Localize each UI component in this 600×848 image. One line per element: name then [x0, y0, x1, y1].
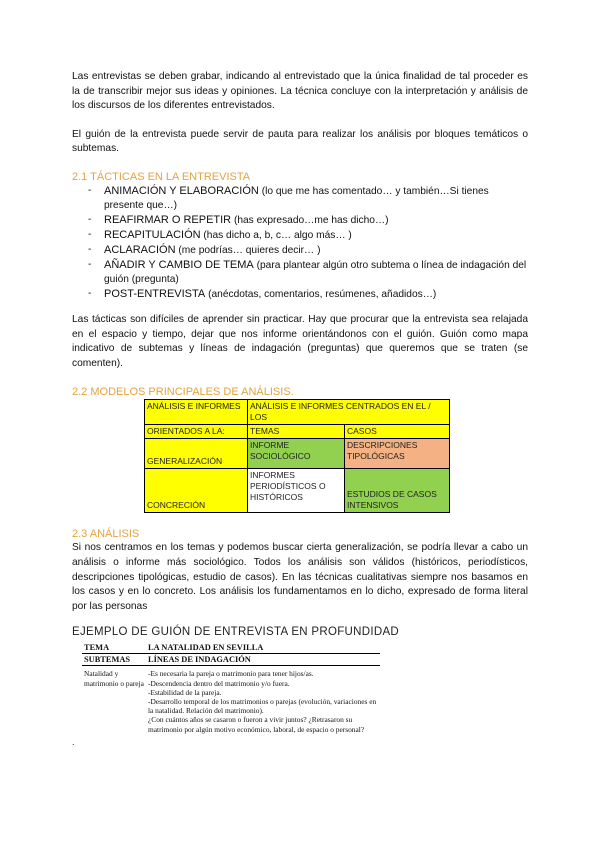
section-title-models: 2.2 MODELOS PRINCIPALES DE ANÁLISIS. [72, 386, 294, 399]
tactic-desc: (has dicho a, b, c… algo más… ) [200, 229, 352, 241]
table-cell: ESTUDIOS DE CASOS INTENSIVOS [345, 469, 450, 513]
list-item: -Estabilidad de la pareja. [148, 687, 222, 697]
table-cell: DESCRIPCIONES TIPOLÓGICAS [345, 439, 450, 469]
trailing-mark: . [72, 736, 75, 747]
list-item [90, 243, 528, 258]
table-cell: TEMA [82, 642, 146, 654]
tactic-desc: (has expresado…me has dicho…) [231, 214, 389, 226]
list-item: -Es necesaria la pareja o matrimonio para tener hijos/as. [148, 669, 314, 679]
tactics-list [72, 184, 528, 302]
analysis-models-table [144, 399, 450, 513]
interview-guide-table [82, 642, 380, 734]
tactic-desc: (me podrías… quieres decir… ) [175, 244, 321, 256]
section-title-tactics: 2.1 TÁCTICAS EN LA ENTREVISTA [72, 170, 251, 183]
tactic-name: ACLARACIÓN [104, 243, 176, 256]
list-item [90, 184, 528, 213]
table-cell: ORIENTADOS A LA: [145, 425, 248, 439]
table-cell [146, 666, 380, 735]
tactic-name: REAFIRMAR O REPETIR [104, 213, 232, 226]
list-item [90, 258, 528, 287]
table-cell: LA NATALIDAD EN SEVILLA [146, 642, 380, 654]
tactic-name: RECAPITULACIÓN [104, 228, 201, 241]
table-cell: Natalidad y matrimonio o pareja [84, 669, 144, 688]
table-cell: CONCRECIÓN [145, 469, 248, 513]
list-item: -Descendencia dentro del matrimonio y/o fuera. [148, 678, 290, 688]
tactic-name: POST-ENTREVISTA [104, 287, 206, 300]
table-cell: INFORMES PERIODÍSTICOS O HISTÓRICOS [248, 469, 345, 513]
section-title-analysis: 2.3 ANÁLISIS [72, 528, 140, 541]
table-cell: CASOS [345, 425, 450, 439]
document-page [72, 70, 528, 747]
table-cell: INFORME SOCIOLÓGICO [248, 439, 345, 469]
list-item: -Desarrollo temporal de los matrimonios o parejas (evolución, variaciones en la natalidad. Relación del matrimonio). [148, 696, 377, 716]
paragraph-tactics-practice: Las tácticas son difíciles de aprender sin practicar. Hay que procurar que la entrevista sea relajada en el espacio y tiempo, dejar que nos informe orientándonos con el guión. Guión como mapa indicativo de subtemas y líneas de indagación (preguntas) que queremos que se traten (se comenten). [72, 313, 528, 369]
paragraph-recording: Las entrevistas se deben grabar, indicando al entrevistado que la única finalidad de tal proceder es la de transcribir mejor sus ideas y opiniones. La técnica concluye con la interpretación y análisis de los discursos de los diferentes entrevistados. [72, 71, 528, 112]
table-cell: SUBTEMAS [82, 654, 146, 666]
table-cell: TEMAS [248, 425, 345, 439]
tactic-desc: (para plantear algún otro subtema o línea de indagación del guión (pregunta) [104, 259, 527, 285]
table-cell: ANÁLISIS E INFORMES CENTRADOS EN EL / LOS [248, 400, 450, 425]
example-title: EJEMPLO DE GUIÓN DE ENTREVISTA EN PROFUNDIDAD [72, 626, 400, 639]
table-cell: GENERALIZACIÓN [145, 439, 248, 469]
list-item [90, 228, 528, 243]
tactic-desc: (lo que me has comentado… y también…Si tienes presente que…) [104, 185, 489, 211]
paragraph-guide: El guión de la entrevista puede servir de pauta para realizar los análisis por bloques temáticos o subtemas. [72, 128, 528, 155]
list-item [90, 287, 528, 302]
table-cell: ANÁLISIS E INFORMES [145, 400, 248, 425]
tactic-name: AÑADIR Y CAMBIO DE TEMA [104, 258, 254, 271]
tactic-desc: (anécdotas, comentarios, resúmenes, añadidos…) [205, 288, 437, 300]
list-item: ¿Con cuántos años se casaron o fueron a vivir juntos? ¿Retrasaron su matrimonio por algún motivo económico, laboral, de espacio o personal? [148, 715, 365, 734]
table-cell: LÍNEAS DE INDAGACIÓN [146, 654, 380, 666]
list-item [90, 213, 528, 228]
tactic-name: ANIMACIÓN Y ELABORACIÓN [104, 184, 259, 197]
paragraph-analysis: Si nos centramos en los temas y podemos buscar cierta generalización, se podría llevar a cabo un análisis o informe más sociológico. Todos los análisis son válidos (históricos, periodísticos, descripciones tipológicas, estudio de casos). En las técnicas cualitativas siempre nos basamos en los casos y en lo concreto. Los análisis los fundamentamos en lo dicho, expresado de forma literal por las personas [72, 542, 528, 612]
